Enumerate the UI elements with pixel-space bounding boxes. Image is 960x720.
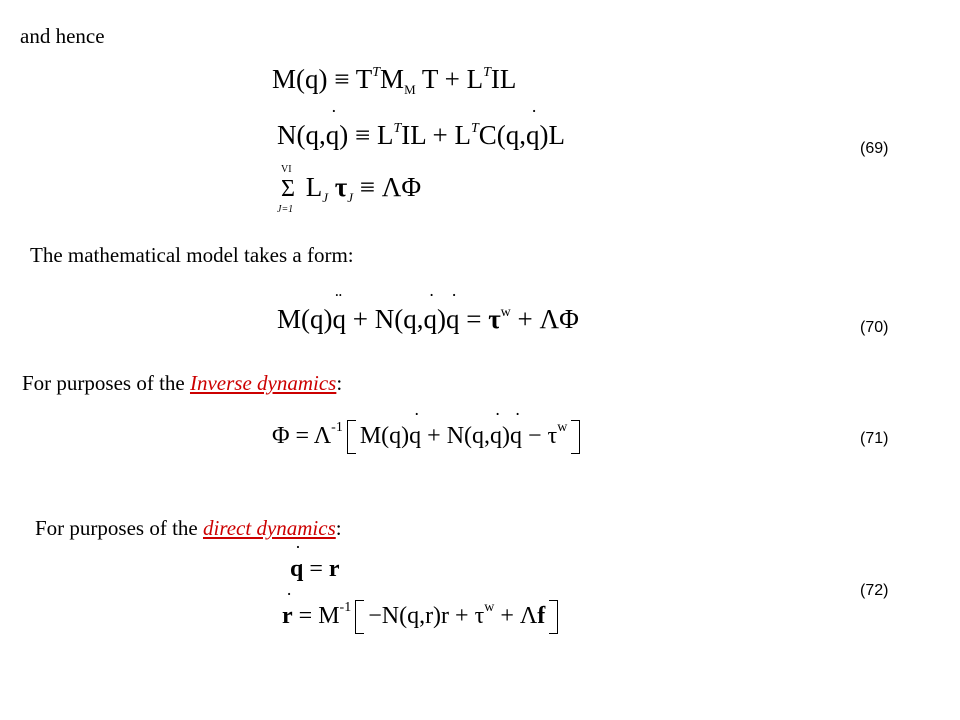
intro-text: and hence bbox=[20, 24, 105, 48]
left-bracket bbox=[347, 420, 356, 454]
equation-70: M(q)q ¨ + N(q,q ˙)q ˙ = $\tau^w + \Lambda\Phi$ bbox=[277, 304, 579, 335]
equation-69-line-3: Σ VI J=1 $L_J$ $\tau_J \equiv \Lambda\Phi$ bbox=[277, 164, 422, 216]
inverse-dynamics-heading bbox=[22, 371, 342, 396]
equation-72-line-2: r ˙ = $M^{-1} -N(q,r)r + \tau^w + \Lambda f$ bbox=[282, 600, 562, 634]
direct-suffix: : bbox=[335, 516, 342, 540]
direct-dynamics-link[interactable]: direct dynamics bbox=[202, 516, 336, 540]
inverse-suffix: : bbox=[336, 371, 343, 395]
equation-number-69: (69) bbox=[860, 140, 889, 157]
inverse-dynamics-link[interactable]: Inverse dynamics bbox=[189, 371, 337, 395]
equation-number-70: (70) bbox=[860, 319, 889, 336]
right-bracket bbox=[571, 420, 580, 454]
equation-72-line-1: q ˙ = r bbox=[290, 556, 340, 583]
left-bracket bbox=[355, 600, 364, 634]
right-bracket bbox=[549, 600, 558, 634]
equation-69-line-1: $M(q) \equiv T^TM_M$ $T + L^TIL$ bbox=[272, 64, 517, 97]
inverse-prefix: For purposes of the bbox=[22, 371, 190, 395]
direct-prefix: For purposes of the bbox=[35, 516, 203, 540]
equation-69-line-2: N(q,q ˙) ≡ $L^TIL + L^TC(q,q$ ˙)L bbox=[277, 120, 565, 151]
equation-71: $\Phi = \Lambda^{-1}$ M(q)q ˙ + N(q,q ˙)q ˙ − $\tau^w$ bbox=[272, 420, 584, 454]
sum-symbol: Σ VI J=1 bbox=[277, 164, 295, 216]
direct-dynamics-heading bbox=[35, 516, 342, 541]
equation-number-72: (72) bbox=[860, 582, 889, 599]
model-heading: The mathematical model takes a form: bbox=[30, 243, 354, 267]
equation-number-71: (71) bbox=[860, 430, 889, 447]
